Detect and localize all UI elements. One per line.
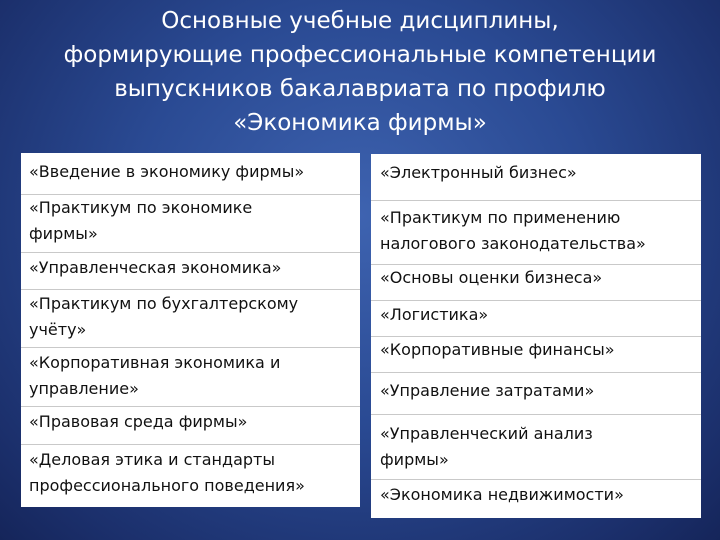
list-item-line: управление»: [29, 379, 139, 398]
list-item: [371, 160, 701, 201]
left-discipline-list: [21, 153, 360, 507]
list-item-line: «Деловая этика и стандарты: [29, 450, 275, 469]
list-item: [21, 195, 360, 253]
list-item-line: «Корпоративные финансы»: [380, 340, 615, 359]
list-item-line: фирмы»: [29, 224, 98, 243]
list-item-line: «Правовая среда фирмы»: [29, 412, 248, 431]
title-line-1: Основные учебные дисциплины,: [161, 8, 559, 34]
list-item: [21, 253, 360, 290]
list-item: [21, 159, 360, 195]
title-line-3: выпускников бакалавриата по профилю: [114, 76, 606, 102]
list-item-line: «Экономика недвижимости»: [380, 485, 624, 504]
list-item-line: «Основы оценки бизнеса»: [380, 268, 603, 287]
list-item-line: «Практикум по экономике: [29, 198, 253, 217]
list-item-line: «Управленческий анализ: [380, 424, 593, 443]
list-item: [371, 373, 701, 415]
list-item-line: «Практикум по бухгалтерскому: [29, 294, 299, 313]
list-item: [371, 480, 701, 516]
list-item-line: «Введение в экономику фирмы»: [29, 162, 305, 181]
list-item: [371, 415, 701, 480]
list-item: [371, 337, 701, 373]
list-item-line: учёту»: [29, 320, 87, 339]
list-item-line: «Корпоративная экономика и: [29, 353, 281, 372]
list-item-line: фирмы»: [380, 450, 449, 469]
list-item: [371, 265, 701, 301]
list-item-line: профессионального поведения»: [29, 476, 305, 495]
list-item: [21, 348, 360, 407]
list-item-line: «Логистика»: [380, 305, 489, 324]
list-item-line: «Управленческая экономика»: [29, 258, 282, 277]
title-line-4: «Экономика фирмы»: [233, 110, 487, 136]
list-item: [21, 290, 360, 348]
list-item: [371, 201, 701, 265]
title-line-2: формирующие профессиональные компетенции: [63, 42, 657, 68]
list-item: [21, 445, 360, 505]
list-item-line: «Управление затратами»: [380, 381, 595, 400]
list-item-line: «Практикум по применению: [380, 208, 621, 227]
list-item-line: налогового законодательства»: [380, 234, 646, 253]
list-item-line: «Электронный бизнес»: [380, 163, 577, 182]
right-discipline-list: [371, 154, 701, 518]
list-item: [371, 301, 701, 337]
slide-title: [40, 4, 680, 140]
list-item: [21, 407, 360, 445]
